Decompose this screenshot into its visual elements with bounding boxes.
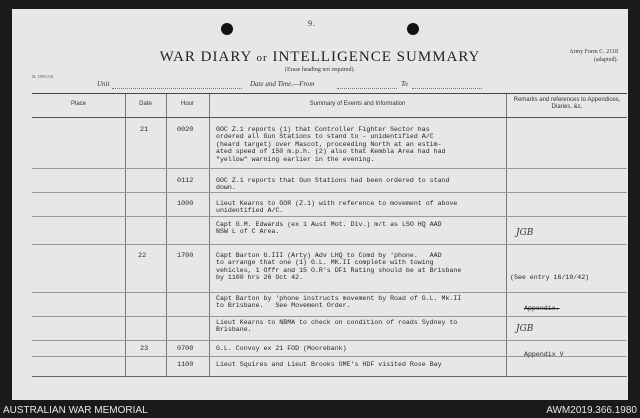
row-divider — [32, 192, 627, 193]
army-form-adapted: (adapted). — [593, 57, 618, 63]
col-header-summary: Summary of Events and Information — [309, 101, 406, 107]
title-intelligence-summary: INTELLIGENCE SUMMARY — [272, 49, 481, 65]
remark-appendix-struck: Appendix. — [524, 305, 560, 312]
unit-row — [12, 80, 628, 90]
row-divider — [32, 216, 627, 217]
col-header-remarks: Remarks and references to Appendices, Diaries, &c. — [513, 97, 621, 110]
punch-hole — [407, 23, 419, 35]
row-summary: GOC Z.1 reports (1) that Controller Fighter Sector has ordered all Gun Stations to stand to - unidentified A/C (heard target) over Mascot, proceeding North at an estim- ated speed of 150 m.p.h. (2) also that Kembla Area had had "yellow" warning earlier in the evening. — [216, 126, 446, 163]
page-title — [12, 49, 628, 66]
unit-dotted-line — [112, 88, 242, 89]
header-divider — [32, 117, 627, 118]
row-divider — [32, 168, 627, 169]
row-date: 21 — [140, 126, 149, 134]
row-summary: Lieut Kearns to GOR (Z.1) with reference to movement of above unidentified A/C. — [216, 200, 458, 215]
page-number: 9. — [308, 19, 316, 28]
to-dotted-line — [412, 88, 482, 89]
row-hour: 1100 — [177, 361, 194, 369]
footer-credit: AUSTRALIAN WAR MEMORIAL — [3, 405, 148, 416]
row-date: 22 — [138, 252, 147, 260]
row-divider — [32, 340, 627, 341]
row-summary: Lieut Squires and Lieut Brooks OME's HDF visited Rose Bay — [216, 361, 442, 368]
column-divider — [209, 94, 210, 376]
remark-see-entry: (See entry 16/10/42) — [510, 274, 590, 281]
col-header-date: Date — [139, 101, 152, 107]
army-form-label — [569, 48, 618, 64]
column-divider — [166, 94, 167, 376]
from-dotted-line — [337, 88, 397, 89]
row-hour: 0020 — [177, 126, 194, 134]
row-divider — [32, 316, 627, 317]
col-header-hour: Hour — [180, 101, 194, 107]
row-summary: Capt Barton by 'phone instructs movement by Road of G.L. Mk.II to Brisbane. See Movement Order. — [216, 295, 462, 310]
row-hour: 1700 — [177, 252, 194, 260]
row-date: 23 — [140, 345, 149, 353]
row-summary: GOC Z.1 reports that Gun Stations had been ordered to stand down. — [216, 177, 450, 192]
row-summary: Capt Barton G.III (Arty) Adv LHQ to Comd by 'phone. AAD to arrange that one (1) G.L. MK.II complete with towing vehicles, 1 Offr and 15 O.R's DF1 Rating should be at Brisbane by 1100 hrs 26 Oct 42. — [216, 252, 462, 282]
title-war-diary: WAR DIARY — [159, 49, 252, 65]
row-hour: 1000 — [177, 200, 194, 208]
to-label: To — [401, 80, 408, 88]
army-form-number: Army Form C. 2118 — [569, 49, 618, 55]
punch-hole — [221, 23, 233, 35]
row-divider — [32, 244, 627, 245]
column-divider — [125, 94, 126, 376]
row-divider — [32, 292, 627, 293]
subtitle: (Erase heading not required). — [285, 67, 355, 73]
date-time-label: Date and Time.—From — [250, 80, 315, 88]
row-summary: G.L. Convoy ex 21 FOD (Moorebank) — [216, 345, 347, 352]
form-code: M. 1899 (10) — [32, 74, 54, 79]
footer-accession-number: AWM2019.366.1980 — [546, 405, 637, 416]
row-summary: Capt G.M. Edwards (ex 1 Aust Mot. Div.) m/t as LSO HQ AAD NSW L of C Area. — [216, 221, 442, 236]
diary-table — [32, 93, 627, 377]
remark-appendix-v: Appendix V — [524, 351, 564, 358]
diary-page — [12, 9, 628, 400]
title-or: or — [256, 52, 268, 64]
unit-label: Unit — [97, 80, 110, 88]
row-summary: Lieut Kearns to NBMA to check on condition of roads Sydney to Brisbane. — [216, 319, 458, 334]
handwritten-initials: JGB — [516, 324, 534, 334]
handwritten-initials: JGB — [516, 228, 534, 238]
column-divider — [506, 94, 507, 376]
row-hour: 0112 — [177, 177, 194, 185]
row-hour: 0700 — [177, 345, 194, 353]
col-header-place: Place — [70, 101, 86, 107]
